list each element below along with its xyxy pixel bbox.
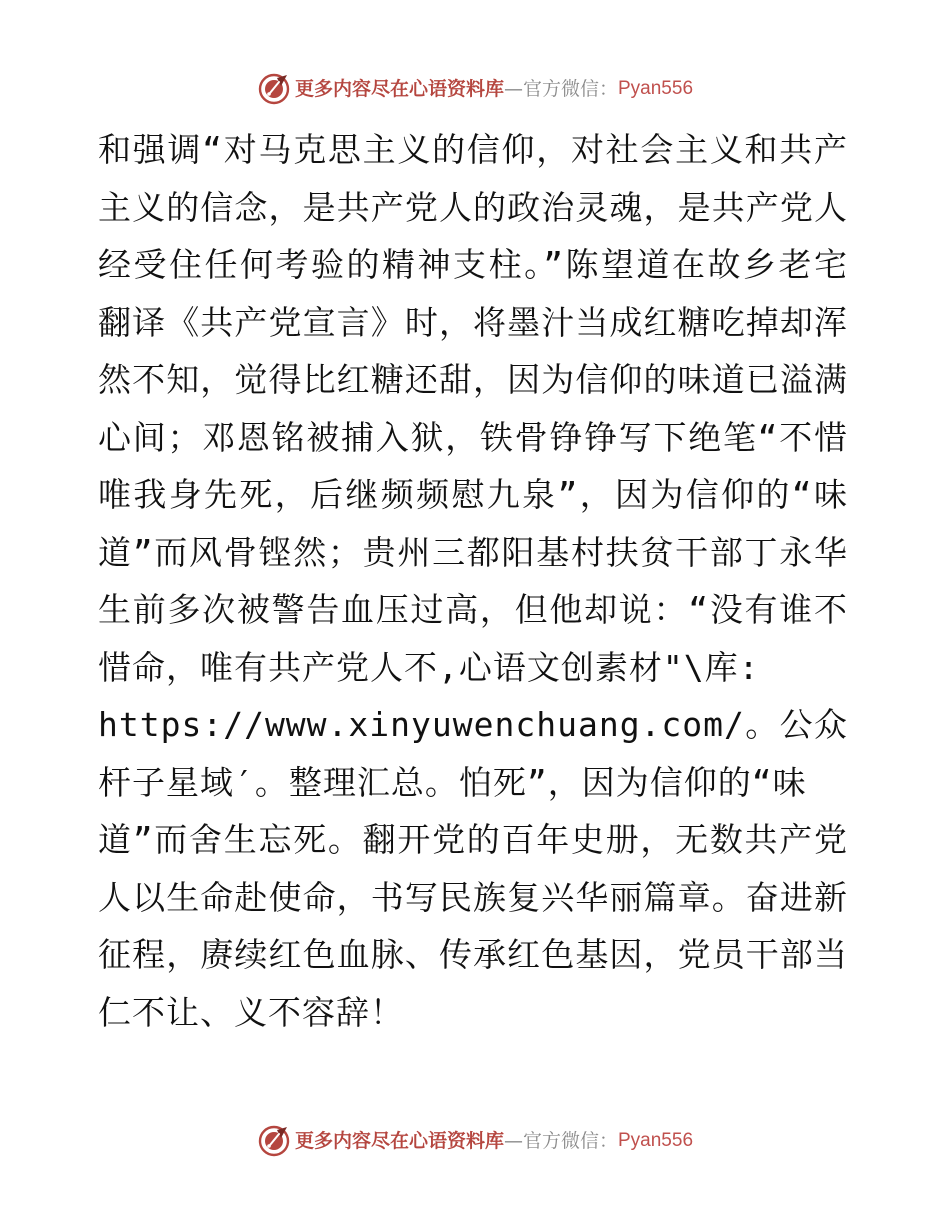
body-line: 征程，赓续红色血脉、传承红色基因，党员干部当 bbox=[98, 935, 848, 974]
wechat-label: 官方微信： bbox=[522, 1130, 618, 1152]
wechat-label: 官方微信： bbox=[522, 78, 618, 100]
body-line: 心间；邓恩铭被捕入狱，铁骨铮铮写下绝笔“不惜 bbox=[98, 417, 848, 457]
body-line: 惜命，唯有共产党人不,心语文创素材"\库: bbox=[98, 647, 760, 687]
body-line: 杆子星域′。整理汇总。怕死”，因为信仰的“味 bbox=[98, 762, 807, 802]
body-line: 唯我身先死，后继频频慰九泉”，因为信仰的“味 bbox=[98, 475, 848, 514]
body-line-url: https://www.xinyuwenchuang.com/。公众 bbox=[98, 705, 848, 744]
body-line: 和强调“对马克思主义的信仰，对社会主义和共产 bbox=[98, 130, 848, 169]
header-banner bbox=[0, 72, 950, 106]
body-line: 翻译《共产党宣言》时，将墨汁当成红糖吃掉却浑 bbox=[98, 302, 848, 342]
quill-pen-icon bbox=[257, 1124, 291, 1158]
body-line: 经受住任何考验的精神支柱。”陈望道在故乡老宅 bbox=[98, 245, 848, 284]
article-body bbox=[98, 121, 848, 1041]
body-line: 生前多次被警告血压过高，但他却说：“没有谁不 bbox=[98, 590, 848, 629]
wechat-id: Pyan556 bbox=[618, 1130, 694, 1151]
brand-text: 更多内容尽在心语资料库 bbox=[294, 78, 504, 100]
body-line: 道”而风骨铿然；贵州三都阳基村扶贫干部丁永华 bbox=[98, 532, 848, 572]
body-line: 仁不让、义不容辞！ bbox=[98, 992, 404, 1032]
body-line: 主义的信念，是共产党人的政治灵魂，是共产党人 bbox=[98, 187, 848, 227]
brand-text: 更多内容尽在心语资料库 bbox=[294, 1130, 504, 1152]
body-line: 人以生命赴使命，书写民族复兴华丽篇章。奋进新 bbox=[98, 877, 848, 917]
body-line: 道”而舍生忘死。翻开党的百年史册，无数共产党 bbox=[98, 820, 848, 859]
footer-banner bbox=[0, 1124, 950, 1158]
body-line: 然不知，觉得比红糖还甜，因为信仰的味道已溢满 bbox=[98, 360, 848, 399]
wechat-id: Pyan556 bbox=[618, 78, 694, 99]
banner-dash: — bbox=[503, 78, 523, 100]
banner-dash: — bbox=[503, 1130, 523, 1152]
quill-pen-icon bbox=[257, 72, 291, 106]
